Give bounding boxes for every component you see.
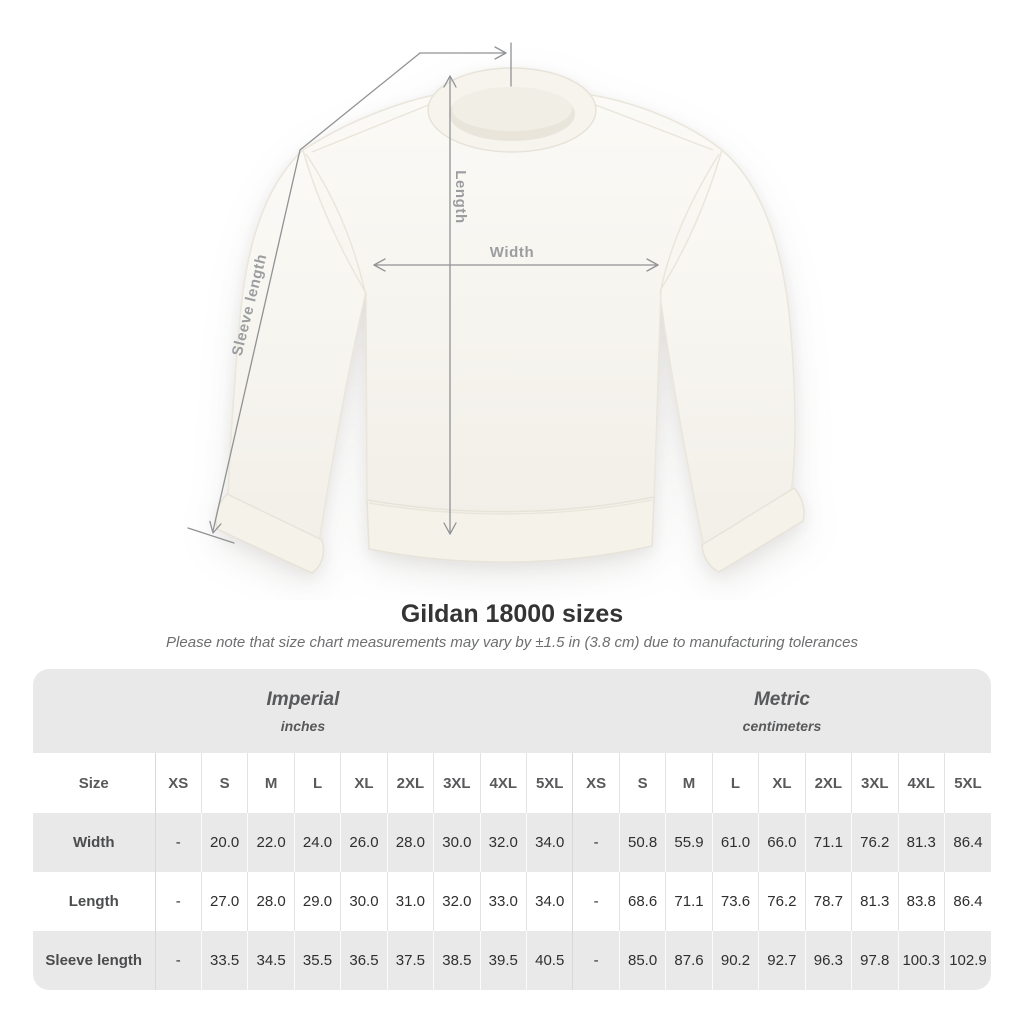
width-value-cell: 32.0 <box>480 813 526 872</box>
size-column-header: 2XL <box>387 753 433 813</box>
sleeve-length-value-cell: 96.3 <box>805 931 851 990</box>
size-column-header: S <box>201 753 247 813</box>
width-value-cell: 71.1 <box>805 813 851 872</box>
size-column-header: M <box>666 753 712 813</box>
imperial-header-label: Imperial <box>266 688 340 710</box>
size-row-label: Size <box>78 774 109 792</box>
length-value-cell: 27.0 <box>201 872 247 931</box>
metric-header-label: Metric <box>753 688 810 710</box>
sleeve-length-value-cell: 97.8 <box>852 931 898 990</box>
sleeve-length-value-cell: - <box>573 931 619 990</box>
size-table-grid <box>33 669 991 990</box>
width-value-cell: 86.4 <box>944 813 991 872</box>
width-value-cell: 66.0 <box>759 813 805 872</box>
length-value-cell: 78.7 <box>805 872 851 931</box>
sleeve-length-value-cell: 38.5 <box>434 931 480 990</box>
size-column-header: XL <box>759 753 805 813</box>
width-value-cell: 22.0 <box>248 813 294 872</box>
sleeve-length-value-cell: 35.5 <box>294 931 340 990</box>
length-value-cell: 28.0 <box>248 872 294 931</box>
size-column-header: 3XL <box>852 753 898 813</box>
page-title: Gildan 18000 sizes <box>400 600 624 628</box>
size-column-header: XL <box>341 753 387 813</box>
length-row-label: Length <box>68 893 119 910</box>
width-value-cell: 76.2 <box>852 813 898 872</box>
size-column-header: 4XL <box>898 753 944 813</box>
length-value-cell: 73.6 <box>712 872 758 931</box>
width-value-cell: 28.0 <box>387 813 433 872</box>
sleeve-length-value-cell: 40.5 <box>527 931 573 990</box>
size-column-header: S <box>619 753 665 813</box>
sleeve-length-row <box>33 931 991 990</box>
imperial-header <box>33 669 573 753</box>
metric-header-sublabel: centimeters <box>742 717 822 734</box>
size-column-header: 5XL <box>944 753 991 813</box>
width-row <box>33 813 991 872</box>
length-value-cell: 31.0 <box>387 872 433 931</box>
length-value-cell: 81.3 <box>852 872 898 931</box>
length-value-cell: 32.0 <box>434 872 480 931</box>
size-header-row <box>33 753 991 813</box>
sleeve-length-value-cell: 87.6 <box>666 931 712 990</box>
length-value-cell: 34.0 <box>527 872 573 931</box>
metric-header <box>573 669 991 753</box>
units-header-row <box>33 669 991 753</box>
imperial-header-sublabel: inches <box>280 717 326 734</box>
sleeve-length-value-cell: 33.5 <box>201 931 247 990</box>
length-row <box>33 872 991 931</box>
size-column-header: 3XL <box>434 753 480 813</box>
sleeve-length-value-cell: 92.7 <box>759 931 805 990</box>
width-value-cell: 24.0 <box>294 813 340 872</box>
width-value-cell: 81.3 <box>898 813 944 872</box>
tolerance-note: Please note that size chart measurements may vary by ±1.5 in (3.8 cm) due to manufacturing tolerances <box>166 634 858 651</box>
sleeve-length-value-cell: 39.5 <box>480 931 526 990</box>
width-value-cell: 30.0 <box>434 813 480 872</box>
sleeve-length-value-cell: 100.3 <box>898 931 944 990</box>
sleeve-length-row-label: Sleeve length <box>45 952 143 969</box>
length-value-cell: 83.8 <box>898 872 944 931</box>
length-value-cell: 86.4 <box>944 872 991 931</box>
length-value-cell: 33.0 <box>480 872 526 931</box>
sleeve-length-value-cell: 37.5 <box>387 931 433 990</box>
size-column-header: 4XL <box>480 753 526 813</box>
width-value-cell: - <box>155 813 201 872</box>
size-column-header: 2XL <box>805 753 851 813</box>
length-value-cell: 68.6 <box>619 872 665 931</box>
size-column-header: XS <box>155 753 201 813</box>
sweatshirt-illustration <box>216 68 804 573</box>
sleeve-length-value-cell: 90.2 <box>712 931 758 990</box>
length-value-cell: 29.0 <box>294 872 340 931</box>
width-value-cell: 26.0 <box>341 813 387 872</box>
sleeve-length-value-cell: - <box>155 931 201 990</box>
length-value-cell: 76.2 <box>759 872 805 931</box>
length-value-cell: 71.1 <box>666 872 712 931</box>
sleeve-length-label: Sleeve length <box>228 252 271 358</box>
size-table <box>33 669 991 990</box>
sleeve-length-value-cell: 36.5 <box>341 931 387 990</box>
width-label: Width <box>489 244 535 261</box>
length-value-cell: - <box>573 872 619 931</box>
length-label: Length <box>452 170 469 224</box>
sleeve-length-value-cell: 85.0 <box>619 931 665 990</box>
width-value-cell: - <box>573 813 619 872</box>
width-value-cell: 34.0 <box>527 813 573 872</box>
sleeve-length-value-cell: 102.9 <box>944 931 991 990</box>
size-column-header: L <box>712 753 758 813</box>
size-column-header: L <box>294 753 340 813</box>
size-column-header: M <box>248 753 294 813</box>
width-value-cell: 20.0 <box>201 813 247 872</box>
width-row-label: Width <box>72 834 115 851</box>
width-value-cell: 55.9 <box>666 813 712 872</box>
length-value-cell: 30.0 <box>341 872 387 931</box>
size-column-header: 5XL <box>527 753 573 813</box>
length-value-cell: - <box>155 872 201 931</box>
sleeve-length-value-cell: 34.5 <box>248 931 294 990</box>
width-value-cell: 61.0 <box>712 813 758 872</box>
size-column-header: XS <box>573 753 619 813</box>
width-value-cell: 50.8 <box>619 813 665 872</box>
